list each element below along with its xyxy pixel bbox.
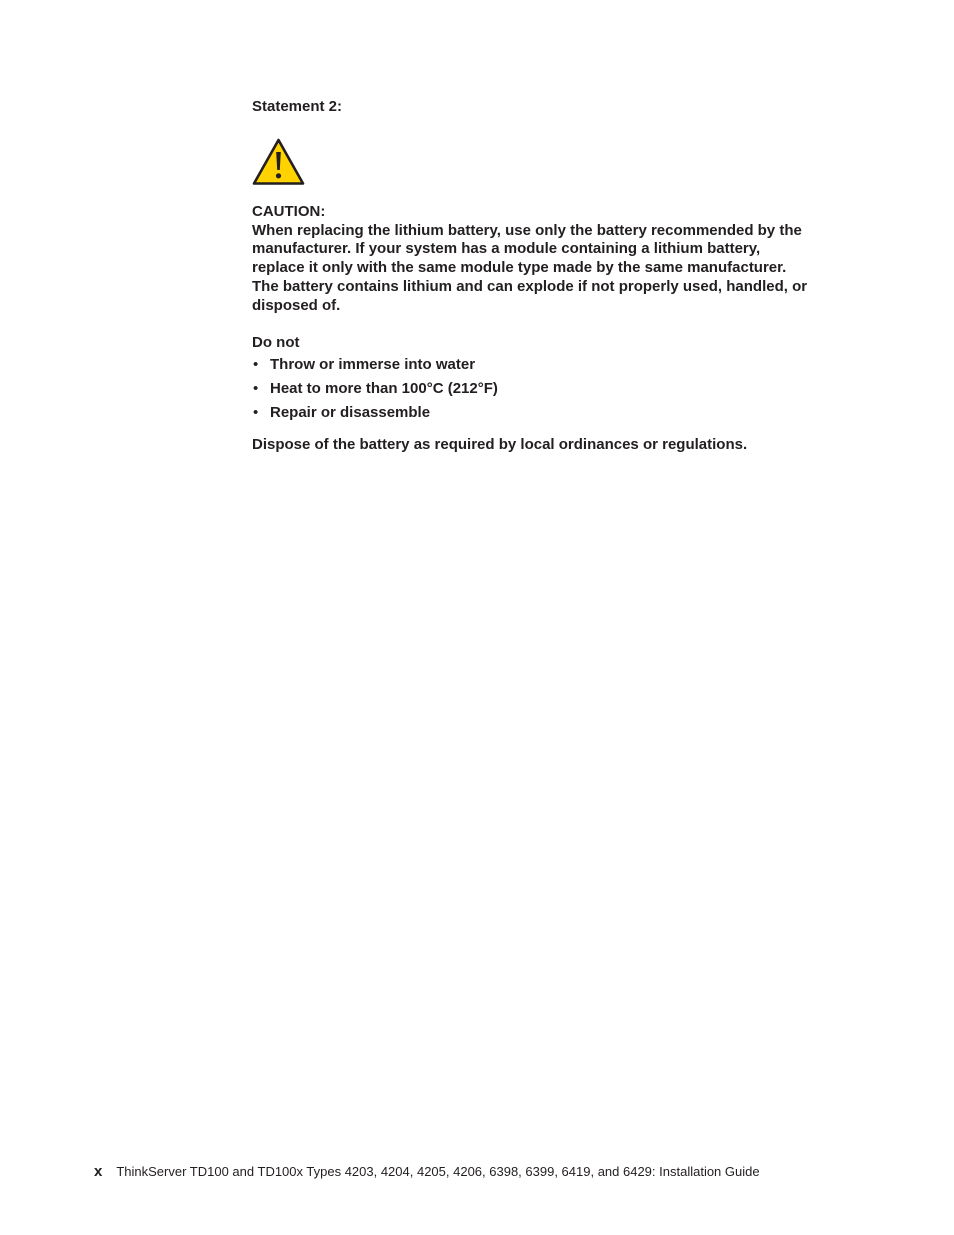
- footer-title: ThinkServer TD100 and TD100x Types 4203, 4204, 4205, 4206, 6398, 6399, 6419, and 6429: Installation Guide: [116, 1164, 760, 1179]
- warning-triangle-icon: [252, 138, 305, 186]
- page-number: x: [94, 1163, 103, 1180]
- bullet-icon: •: [253, 356, 259, 374]
- statement-heading: Statement 2:: [252, 98, 343, 115]
- bullet-icon: •: [253, 379, 259, 397]
- caution-line: manufacturer. If your system has a module containing a lithium battery,: [252, 240, 761, 258]
- caution-label: CAUTION:: [252, 202, 326, 220]
- dispose-instruction: Dispose of the battery as required by local ordinances or regulations.: [252, 436, 748, 454]
- list-item: [252, 380, 852, 399]
- safety-statement: [252, 98, 852, 455]
- list-item-text: Heat to more than 100°C (212°F): [270, 379, 498, 397]
- bullet-icon: •: [253, 403, 259, 421]
- caution-line: replace it only with the same module type made by the same manufacturer.: [252, 259, 787, 277]
- list-item: [252, 404, 852, 423]
- do-not-heading: Do not: [252, 333, 300, 351]
- caution-line: The battery contains lithium and can explode if not properly used, handled, or: [252, 277, 808, 295]
- caution-text: [252, 222, 852, 316]
- caution-line: When replacing the lithium battery, use only the battery recommended by the: [252, 221, 802, 239]
- caution-line: disposed of.: [252, 296, 341, 314]
- do-not-list: [252, 356, 852, 422]
- list-item-text: Throw or immerse into water: [270, 356, 476, 374]
- list-item: [252, 356, 852, 375]
- list-item-text: Repair or disassemble: [270, 403, 431, 421]
- page-footer: [94, 1164, 760, 1180]
